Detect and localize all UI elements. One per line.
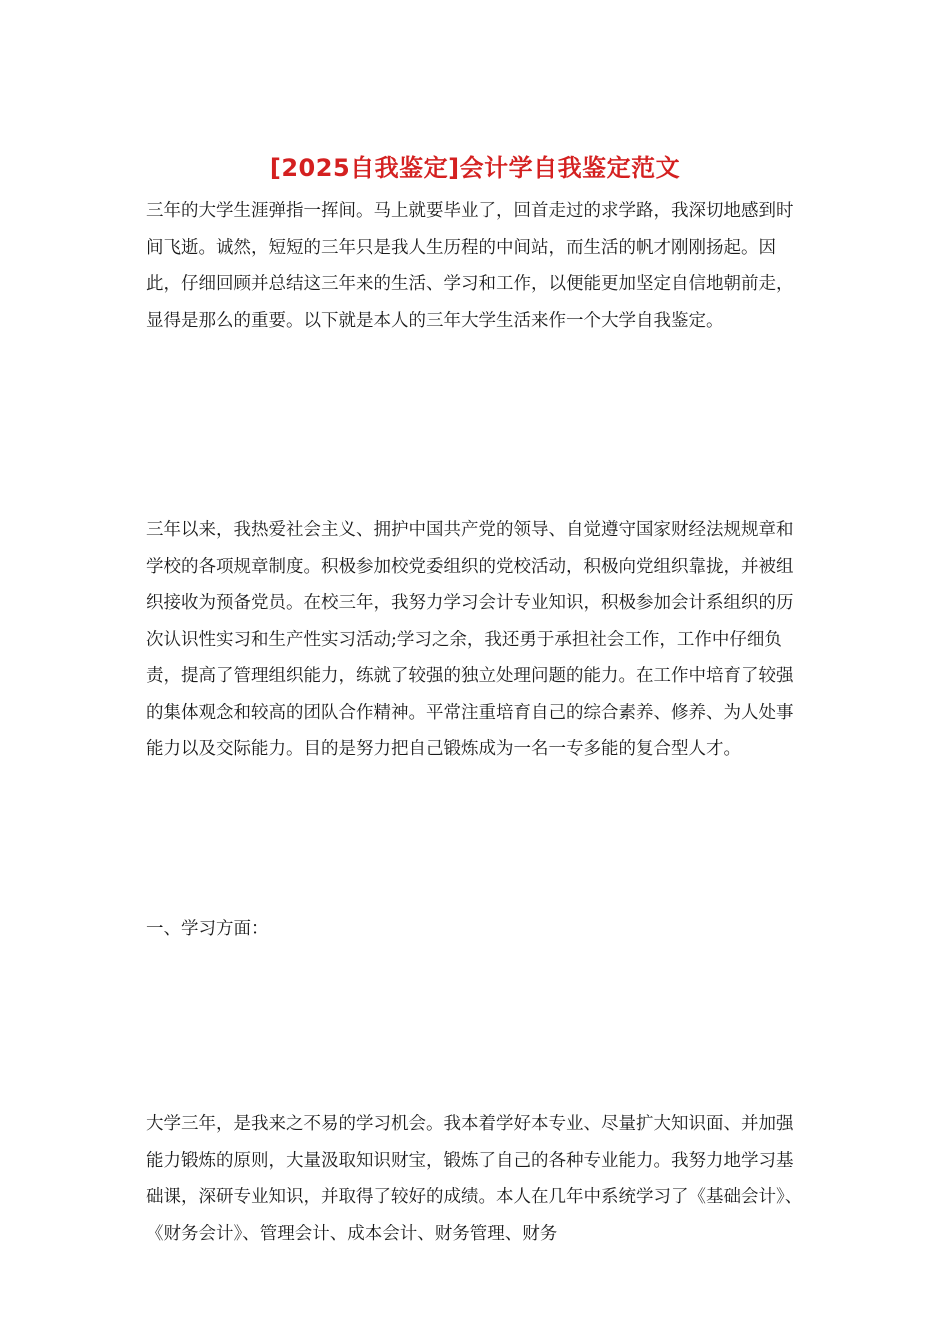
paragraph-overview: 三年以来，我热爱社会主义、拥护中国共产党的领导、自觉遵守国家财经法规规章和学校的各项规章制度。积极参加校党委组织的党校活动，积极向党组织靠拢，并被组织接收为预备党员。在校三年，我努力学习会计专业知识，积极参加会计系组织的历次认识性实习和生产性实习活动;学习之余，我还勇于承担社会工作，工作中仔细负责，提高了管理组织能力，练就了较强的独立处理问题的能力。在工作中培育了较强的集体观念和较高的团队合作精神。平常注重培育自己的综合素养、修养、为人处事能力以及交际能力。目的是努力把自己锻炼成为一名一专多能的复合型人才。: [146, 520, 794, 759]
document-title: [2025自我鉴定]会计学自我鉴定范文: [269, 154, 681, 182]
paragraph-intro: 三年的大学生涯弹指一挥间。马上就要毕业了，回首走过的求学路，我深切地感到时间飞逝。诚然，短短的三年只是我人生历程的中间站，而生活的帆才刚刚扬起。因此，仔细回顾并总结这三年来的生活、学习和工作，以便能更加坚定自信地朝前走，显得是那么的重要。以下就是本人的三年大学生活来作一个大学自我鉴定。: [146, 201, 794, 331]
paragraph-study: 大学三年，是我来之不易的学习机会。我本着学好本专业、尽量扩大知识面、并加强能力锻炼的原则，大量汲取知识财宝，锻炼了自己的各种专业能力。我努力地学习基础课，深研专业知识，并取得了较好的成绩。本人在几年中系统学习了《基础会计》、《财务会计》、管理会计、成本会计、财务管理、财务: [146, 1114, 803, 1244]
section-heading-study: 一、学习方面：: [146, 919, 269, 939]
